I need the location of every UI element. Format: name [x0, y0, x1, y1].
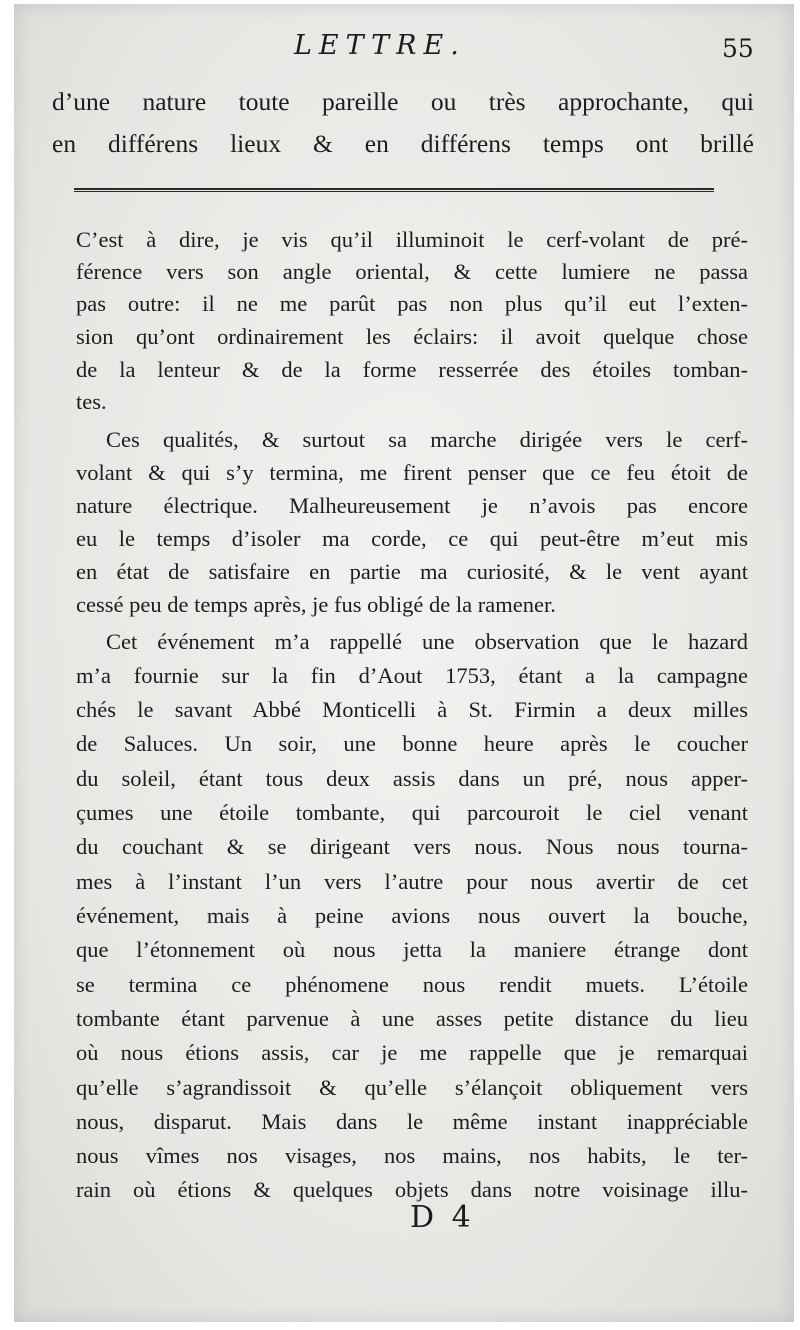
footnote-line: sion qu’ont ordinairement les éclairs: il avoit quelque chose [76, 324, 748, 349]
footnote-line: rain où étions & quelques objets dans notre voisinage illu- [76, 1177, 748, 1202]
footnote-line: où nous étions assis, car je me rappelle que je remarquai [76, 1040, 748, 1065]
footnote-line: eu le temps d’isoler ma corde, ce qui peut-être m’eut mis [76, 526, 748, 551]
footnote-line: çumes une étoile tombante, qui parcouroit le ciel venant [76, 800, 748, 825]
running-head-title: LETTRE. [294, 30, 466, 61]
footnote-line: C’est à dire, je vis qu’il illuminoit le cerf-volant de pré- [76, 227, 748, 252]
footnote-line: du soleil, étant tous deux assis dans un pré, nous apper- [76, 766, 748, 791]
footnote-line: événement, mais à peine avions nous ouvert la bouche, [76, 903, 748, 928]
footnote-line: que l’étonnement où nous jetta la maniere étrange dont [76, 937, 748, 962]
text-line: d’une nature toute pareille ou très approchante, qui [52, 87, 754, 116]
footnote-line: chés le savant Abbé Monticelli à St. Firmin a deux milles [76, 697, 748, 722]
running-head [14, 30, 794, 70]
footnote-rule [74, 188, 714, 192]
footnote-line: mes à l’instant l’un vers l’autre pour nous avertir de cet [76, 869, 748, 894]
footnote-line: Ces qualités, & surtout sa marche dirigée vers le cerf- [106, 427, 748, 452]
footnote-line: cessé peu de temps après, je fus obligé de la ramener. [76, 592, 556, 617]
footnote-line: férence vers son angle oriental, & cette lumiere ne passa [76, 259, 748, 284]
footnote-line: nature électrique. Malheureusement je n’avois pas encore [76, 493, 748, 518]
footnote-line: de Saluces. Un soir, une bonne heure après le coucher [76, 731, 748, 756]
footnote-line: tes. [76, 389, 107, 414]
footnote-line: m’a fournie sur la fin d’Aout 1753, étant a la campagne [76, 663, 748, 688]
footnote-line: Cet événement m’a rappellé une observation que le hazard [106, 629, 748, 654]
footnote-line: volant & qui s’y termina, me firent penser que ce feu étoit de [76, 460, 748, 485]
footnote-line: se termina ce phénomene nous rendit muets. L’étoile [76, 972, 748, 997]
footnote-line: pas outre: il ne me parût pas non plus qu’il eut l’exten- [76, 291, 748, 316]
book-page [14, 4, 794, 1322]
text-line: en différens lieux & en différens temps ont brillé [52, 129, 754, 158]
footnote-line: de la lenteur & de la forme resserrée des étoiles tomban- [76, 357, 748, 382]
footnote-line: nous vîmes nos visages, nos mains, nos habits, le ter- [76, 1143, 748, 1168]
footnote-line: tombante étant parvenue à une asses petite distance du lieu [76, 1006, 748, 1031]
page-number: 55 [722, 34, 754, 63]
footnote-line: en état de satisfaire en partie ma curiosité, & le vent ayant [76, 559, 748, 584]
footnote-line: nous, disparut. Mais dans le même instant inappréciable [76, 1109, 748, 1134]
footnote-line: qu’elle s’agrandissoit & qu’elle s’élançoit obliquement vers [76, 1075, 748, 1100]
signature-mark: D 4 [410, 1200, 475, 1235]
footnote-line: du couchant & se dirigeant vers nous. Nous nous tourna- [76, 834, 748, 859]
